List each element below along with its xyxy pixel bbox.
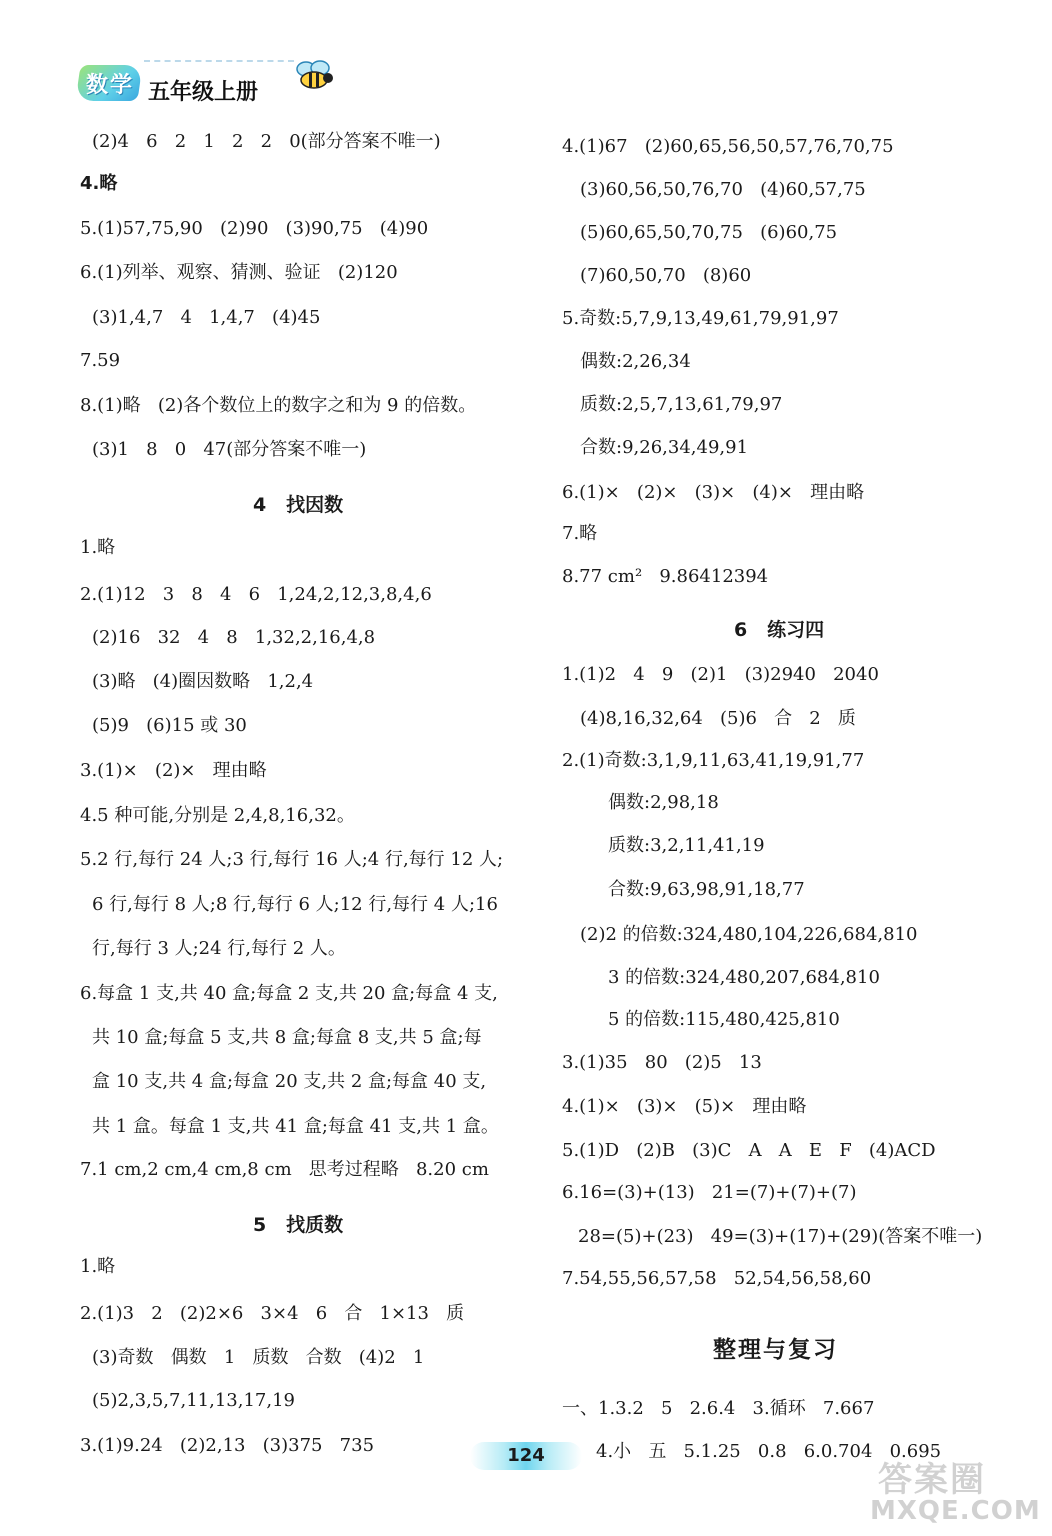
watermark-url-text: MXQE.COM bbox=[870, 1496, 1041, 1526]
answer-line: 28=(5)+(23) 49=(3)+(17)+(29)(答案不唯一) bbox=[578, 1226, 983, 1247]
answer-line: 7.略 bbox=[562, 523, 598, 544]
answer-line: (7)60,50,70 (8)60 bbox=[580, 265, 752, 286]
section-title-find-factors: 4 找因数 bbox=[253, 494, 344, 516]
page-number: 124 bbox=[470, 1442, 582, 1470]
answer-line: 6.16=(3)+(13) 21=(7)+(7)+(7) bbox=[562, 1182, 857, 1203]
bee-icon bbox=[292, 59, 338, 93]
answer-line: 3 的倍数:324,480,207,684,810 bbox=[608, 967, 880, 988]
section-title-review: 整理与复习 bbox=[713, 1337, 838, 1363]
answer-line: 4.略 bbox=[80, 173, 118, 194]
answer-line: (3)60,56,50,76,70 (4)60,57,75 bbox=[580, 179, 866, 200]
answer-line: 5.奇数:5,7,9,13,49,61,79,91,97 bbox=[562, 308, 839, 329]
answer-line: 1.略 bbox=[80, 537, 116, 558]
answer-line: (3)1 8 0 47(部分答案不唯一) bbox=[92, 439, 367, 460]
answer-line: 7.59 bbox=[80, 350, 121, 371]
answer-line: (2)16 32 4 8 1,32,2,16,4,8 bbox=[92, 627, 376, 648]
answer-line: 2.(1)12 3 8 4 6 1,24,2,12,3,8,4,6 bbox=[80, 584, 432, 605]
answer-line: (5)9 (6)15 或 30 bbox=[92, 715, 247, 736]
answer-line: 4.小 五 5.1.25 0.8 6.0.704 0.695 bbox=[596, 1441, 942, 1462]
book-title: 五年级上册 bbox=[148, 80, 259, 105]
answer-line: 偶数:2,26,34 bbox=[580, 351, 691, 372]
answer-line: 6.(1)列举、观察、猜测、验证 (2)120 bbox=[80, 262, 398, 283]
section-title-find-primes: 5 找质数 bbox=[253, 1214, 344, 1236]
answer-line: 7.1 cm,2 cm,4 cm,8 cm 思考过程略 8.20 cm bbox=[80, 1159, 489, 1180]
answer-line: 行,每行 3 人;24 行,每行 2 人。 bbox=[92, 938, 346, 959]
answer-line: 5 的倍数:115,480,425,810 bbox=[608, 1009, 840, 1030]
answer-line: (3)1,4,7 4 1,4,7 (4)45 bbox=[92, 307, 321, 328]
answer-line: 偶数:2,98,18 bbox=[608, 792, 719, 813]
answer-line: 4.(1)67 (2)60,65,56,50,57,76,70,75 bbox=[562, 136, 894, 157]
answer-line: 6.(1)× (2)× (3)× (4)× 理由略 bbox=[562, 482, 865, 503]
answer-line: 质数:3,2,11,41,19 bbox=[608, 835, 765, 856]
answer-line: 一、1.3.2 5 2.6.4 3.循环 7.667 bbox=[562, 1398, 875, 1419]
answer-line: (2)4 6 2 1 2 2 0(部分答案不唯一) bbox=[92, 131, 441, 152]
section-title-exercise-four: 6 练习四 bbox=[734, 619, 825, 641]
answer-line: 合数:9,63,98,91,18,77 bbox=[608, 879, 805, 900]
answer-line: 3.(1)9.24 (2)2,13 (3)375 735 bbox=[80, 1435, 375, 1456]
answer-line: 8.77 cm² 9.86412394 bbox=[562, 566, 769, 587]
answer-line: 3.(1)× (2)× 理由略 bbox=[80, 760, 267, 781]
watermark-logo-text: 答案圈 bbox=[878, 1460, 986, 1500]
answer-line: 质数:2,5,7,13,61,79,97 bbox=[580, 394, 783, 415]
header-dash-decoration bbox=[144, 60, 294, 62]
answer-line: 6 行,每行 8 人;8 行,每行 6 人;12 行,每行 4 人;16 bbox=[92, 894, 498, 915]
answer-line: 4.(1)× (3)× (5)× 理由略 bbox=[562, 1096, 807, 1117]
answer-line: 1.略 bbox=[80, 1256, 116, 1277]
answer-line: 5.(1)D (2)B (3)C A A E F (4)ACD bbox=[562, 1140, 936, 1161]
subject-logo-text: 数学 bbox=[86, 73, 135, 98]
answer-line: 3.(1)35 80 (2)5 13 bbox=[562, 1052, 762, 1073]
answer-line: 盒 10 支,共 4 盒;每盒 20 支,共 2 盒;每盒 40 支, bbox=[92, 1071, 487, 1092]
site-watermark bbox=[858, 1452, 1041, 1528]
answer-line: 共 10 盒;每盒 5 支,共 8 盒;每盒 8 支,共 5 盒;每 bbox=[92, 1027, 482, 1048]
answer-line: 合数:9,26,34,49,91 bbox=[580, 437, 749, 458]
answer-line: (2)2 的倍数:324,480,104,226,684,810 bbox=[580, 924, 918, 945]
answer-line: 2.(1)3 2 (2)2×6 3×4 6 合 1×13 质 bbox=[80, 1303, 465, 1324]
answer-line: 5.(1)57,75,90 (2)90 (3)90,75 (4)90 bbox=[80, 218, 429, 239]
answer-line: 4.5 种可能,分别是 2,4,8,16,32。 bbox=[80, 805, 355, 826]
answer-line: (4)8,16,32,64 (5)6 合 2 质 bbox=[580, 708, 856, 729]
book-header bbox=[70, 55, 370, 105]
answer-line: (3)略 (4)圈因数略 1,2,4 bbox=[92, 671, 314, 692]
answer-line: (5)60,65,50,70,75 (6)60,75 bbox=[580, 222, 838, 243]
answer-line: 5.2 行,每行 24 人;3 行,每行 16 人;4 行,每行 12 人; bbox=[80, 849, 504, 870]
answer-line: 1.(1)2 4 9 (2)1 (3)2940 2040 bbox=[562, 664, 879, 685]
answer-line: (5)2,3,5,7,11,13,17,19 bbox=[92, 1390, 295, 1411]
answer-line: 2.(1)奇数:3,1,9,11,63,41,19,91,77 bbox=[562, 750, 865, 771]
answer-line: 6.每盒 1 支,共 40 盒;每盒 2 支,共 20 盒;每盒 4 支, bbox=[80, 983, 498, 1004]
answer-line: 共 1 盒。每盒 1 支,共 41 盒;每盒 41 支,共 1 盒。 bbox=[92, 1116, 499, 1137]
answer-line: (3)奇数 偶数 1 质数 合数 (4)2 1 bbox=[92, 1347, 425, 1368]
answer-line: 7.54,55,56,57,58 52,54,56,58,60 bbox=[562, 1268, 872, 1289]
answer-line: 8.(1)略 (2)各个数位上的数字之和为 9 的倍数。 bbox=[80, 395, 477, 416]
